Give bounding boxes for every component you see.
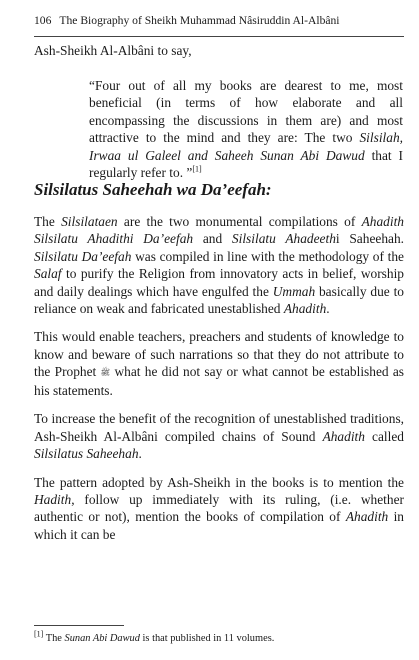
p4-text: The pattern adopted by Ash-Sheikh in the books is to mention the [34,474,404,490]
p3-text: . [138,446,142,462]
p1-italic: Salaf [34,266,62,282]
running-header [34,14,402,27]
p4-text: , follow up immediately with its ruling, (i.e. whether authentic or not), mention the books of compilation of [34,491,404,525]
p3-text: called [364,428,404,444]
p1-text: . [326,301,330,317]
p4-text: in which it can be [34,509,405,542]
p3-italic: Silsilatus Saheehah [34,446,139,462]
section-heading: Silsilatus Saheehah wa Da’eefah: [34,180,272,199]
paragraph-1 [34,213,404,317]
paragraph-2 [34,328,404,399]
salutation-glyph: ﷺ [100,368,111,378]
footnote-italic: Sunan Abi Dawud [64,633,140,644]
p2-text: what he did not say or what cannot be established as his statements. [34,364,405,398]
p4-italic: Hadith [34,491,72,507]
p3-text: To increase the benefit of the recognition of unestablished traditions, Ash-Sheikh Al-Albâni compiled chains of Sound [34,411,404,444]
p2-text: This would enable teachers, preachers and students of knowledge to know and beware of such narrations so that they do not attribute to the Prophet [34,329,404,380]
footnote-text: is that published in 11 volumes. [139,633,275,644]
intro-line: Ash-Sheikh Al-Albâni to say, [34,43,192,58]
p1-text: basically due to reliance on weak and fabricated unestablished [34,283,404,317]
p1-italic: Silsilatu Ahadeeth [231,231,336,247]
paragraph-3 [34,410,404,462]
p1-text: to purify the Religion from innovatory acts in belief, worship and daily dealings which have engulfed the [34,266,404,299]
footnote-text: The [43,633,65,644]
main-text [34,213,404,543]
p1-text: are the two monumental compilations of [117,214,362,229]
p1-italic: Silsilatu Da’eefah [34,248,132,264]
p1-italic: Ummah [272,283,316,299]
p1-text: i Saheehah. [335,231,405,247]
p1-italic: Ahadith Silsilatu Ahadithi Da’eefah [34,214,404,247]
p1-text: The [34,214,62,229]
running-title: The Biography of Sheikh Muhammad Nâsiruddin Al-Albâni [59,14,340,27]
p1-text: and [193,231,232,247]
p4-italic: Ahadith [345,509,389,525]
footnote [34,629,275,644]
quote-book-titles: Silsilah, Irwaa ul Galeel and Saheeh Sunan Abi Dawud [89,130,403,163]
footnote-rule [34,625,124,626]
p1-italic: Silsilataen [61,214,118,229]
paragraph-4 [34,474,404,544]
page-number: 106 [34,14,52,27]
p1-italic: Ahadith [283,301,327,317]
p1-text: was compiled in line with the methodology of the [131,248,404,264]
quote-text-1: “Four out of all my books are dearest to me, most beneficial (in terms of how elaborate and all encompassing the discussions in them are) and most attractive to the mind and they are: The two [89,78,403,146]
header-rule [34,36,404,37]
footnote-marker: [1] [34,629,44,639]
p3-italic: Ahadith [322,428,365,444]
block-quote [89,77,403,181]
quote-text-2: that I regularly refer to. ” [89,147,404,181]
footnote-reference: [1] [192,164,202,174]
